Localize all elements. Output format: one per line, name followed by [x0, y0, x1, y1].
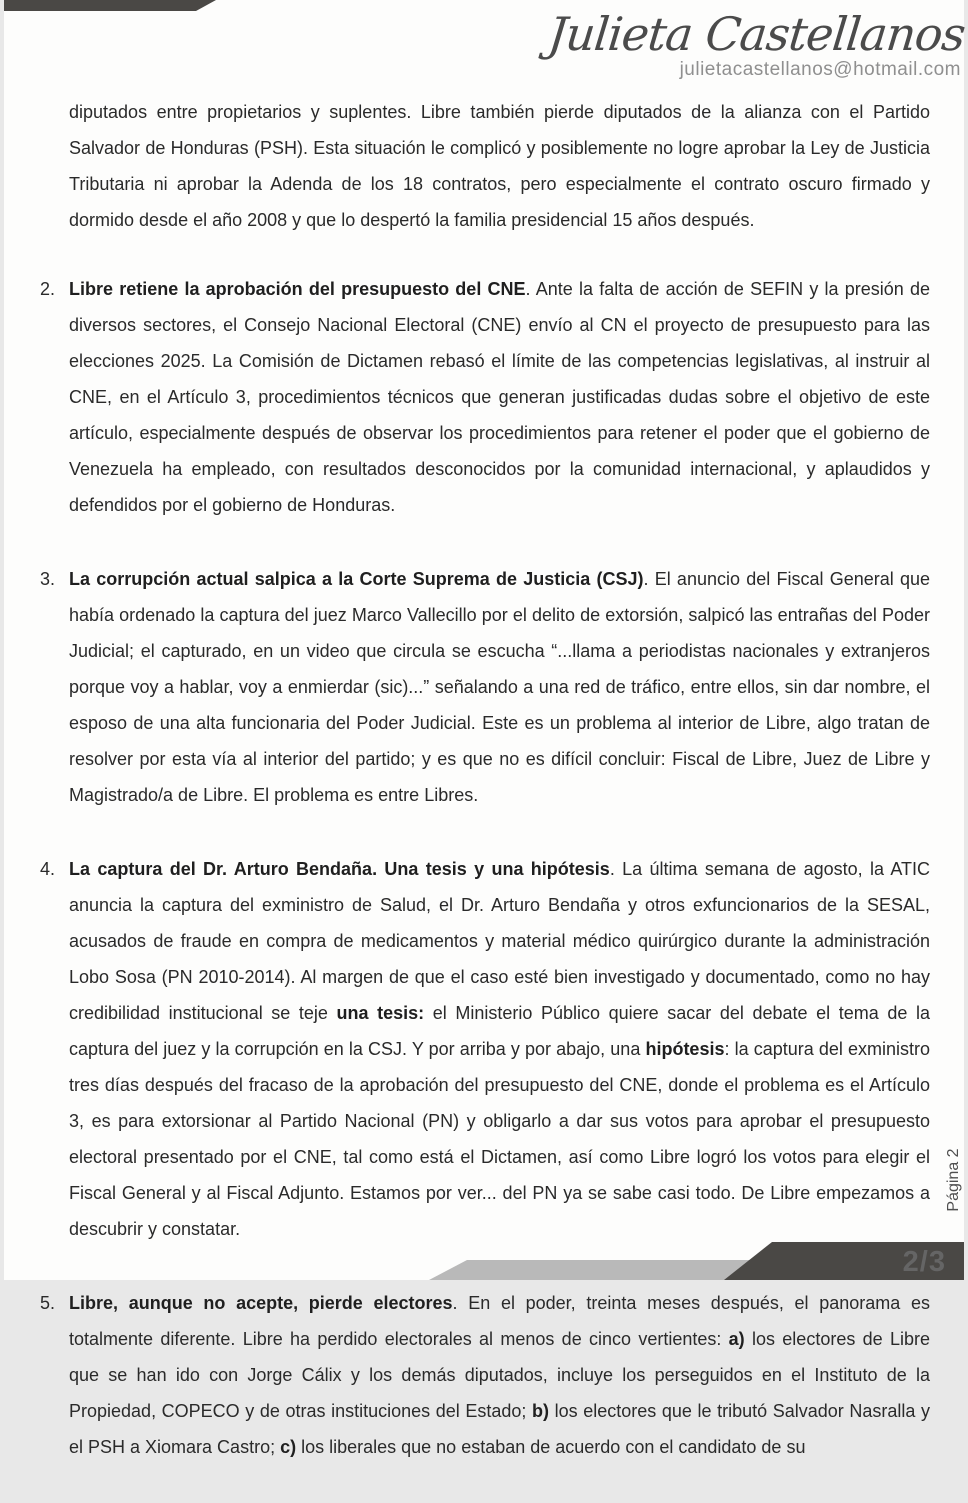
item-text: Libre retiene la aprobación del presupuesto del CNE. Ante la falta de acción de SEFIN y la presión de diversos sectores, el Consejo Nacional Electoral (CNE) envío al CN el proyecto de presupuesto para las elecciones 2025. La Comisión de Dictamen rebasó el límite de las competencias legislativas, al instruir al CNE, en el Artículo 3, procedimientos técnicos que generan justificadas dudas sobre el objetivo de este artículo, especialmente después de observar los procedimientos para retener el poder que el gobierno de Venezuela ha empleado, con resultados desconocidos por la comunidad internacional, y aplaudidos y defendidos por el gobierno de Honduras. [69, 279, 930, 515]
list-item [40, 1285, 930, 1465]
list-item [40, 561, 930, 813]
email-address: julietacastellanos@hotmail.com [679, 59, 961, 80]
list-item [40, 271, 930, 523]
letterhead [545, 7, 968, 81]
list-item [40, 851, 930, 1247]
item-number: 4. [40, 859, 56, 879]
top-left-corner-banner [4, 0, 216, 11]
item-text: La corrupción actual salpica a la Corte Suprema de Justicia (CSJ). El anuncio del Fiscal General que había ordenado la captura del juez Marco Vallecillo por el delito de extorsión, salpicó las entrañas del Poder Judicial; el capturado, en un video que circula se escucha “...llama a periodistas nacionales y extranjeros porque voy a hablar, voy a enmierdar (sic)...” señalando a una red de tráfico, entre ellos, sin dar nombre, el esposo de una alta funcionaria del Poder Judicial. Este es un problema al interior de Libre, algo tratan de resolver por esta vía al interior del partido; y es que no es difícil concluir: Fiscal de Libre, Juez de Libre y Magistrado/a de Libre. El problema es entre Libres. [69, 569, 930, 805]
item-number: 5. [40, 1293, 56, 1313]
signature-text: Julieta Castellanos [545, 7, 968, 61]
page-indicator: 2/3 [902, 1246, 946, 1278]
item-text: La captura del Dr. Arturo Bendaña. Una tesis y una hipótesis. La última semana de agosto, la ATIC anuncia la captura del exministro de Salud, el Dr. Arturo Bendaña y otros exfuncionarios de la SESAL, acusados de fraude en compra de medicamentos y material médico quirúrgico durante la administración Lobo Sosa (PN 2010-2014). Al margen de que el caso esté bien investigado y documentado, como no hay credibilidad institucional se teje una tesis: el Ministerio Público quiere sacar del debate el tema de la captura del juez y la corrupción en la CSJ. Y por arriba y por abajo, una hipótesis: la captura del exministro tres días después del fracaso de la aprobación del presupuesto del CNE, donde el problema es el Artículo 3, es para extorsionar al Partido Nacional (PN) y obligarlo a dar sus votos para aprobar el presupuesto electoral presentado por el CNE, tal como está el Dictamen, así como Libre logró los votos para elegir el Fiscal General y al Fiscal Adjunto. Estamos por ver... del PN ya se sabe casi todo. De Libre empezamos a descubrir y constatar. [69, 859, 931, 1239]
item-number: 3. [40, 569, 56, 589]
intro-paragraph: diputados entre propietarios y suplentes. Libre también pierde diputados de la alianza con el Partido Salvador de Honduras (PSH). Esta situación le complicó y posiblemente no logre aprobar la Ley de Justicia Tributaria ni aprobar la Adenda de los 18 contratos, pero especialmente el contrato oscuro firmado y dormido desde el año 2008 y que lo despertó la familia presidencial 15 años después. [69, 102, 930, 230]
item-text: Libre, aunque no acepte, pierde electores. En el poder, treinta meses después, el panorama es totalmente diferente. Libre ha perdido electorales al menos de cinco vertientes: a) los electores de Libre que se han ido con Jorge Cálix y los demás diputados, incluye los perseguidos en el Instituto de la Propiedad, COPECO y de otras instituciones del Estado; b) los electores que le tributó Salvador Nasralla y el PSH a Xiomara Castro; c) los liberales que no estaban de acuerdo con el candidato de su [69, 1293, 930, 1457]
document-body [4, 94, 964, 1503]
numbered-list [40, 271, 930, 1465]
document-page [4, 0, 968, 1457]
page-side-label: Página 2 [945, 1148, 962, 1212]
item-number: 2. [40, 279, 56, 299]
